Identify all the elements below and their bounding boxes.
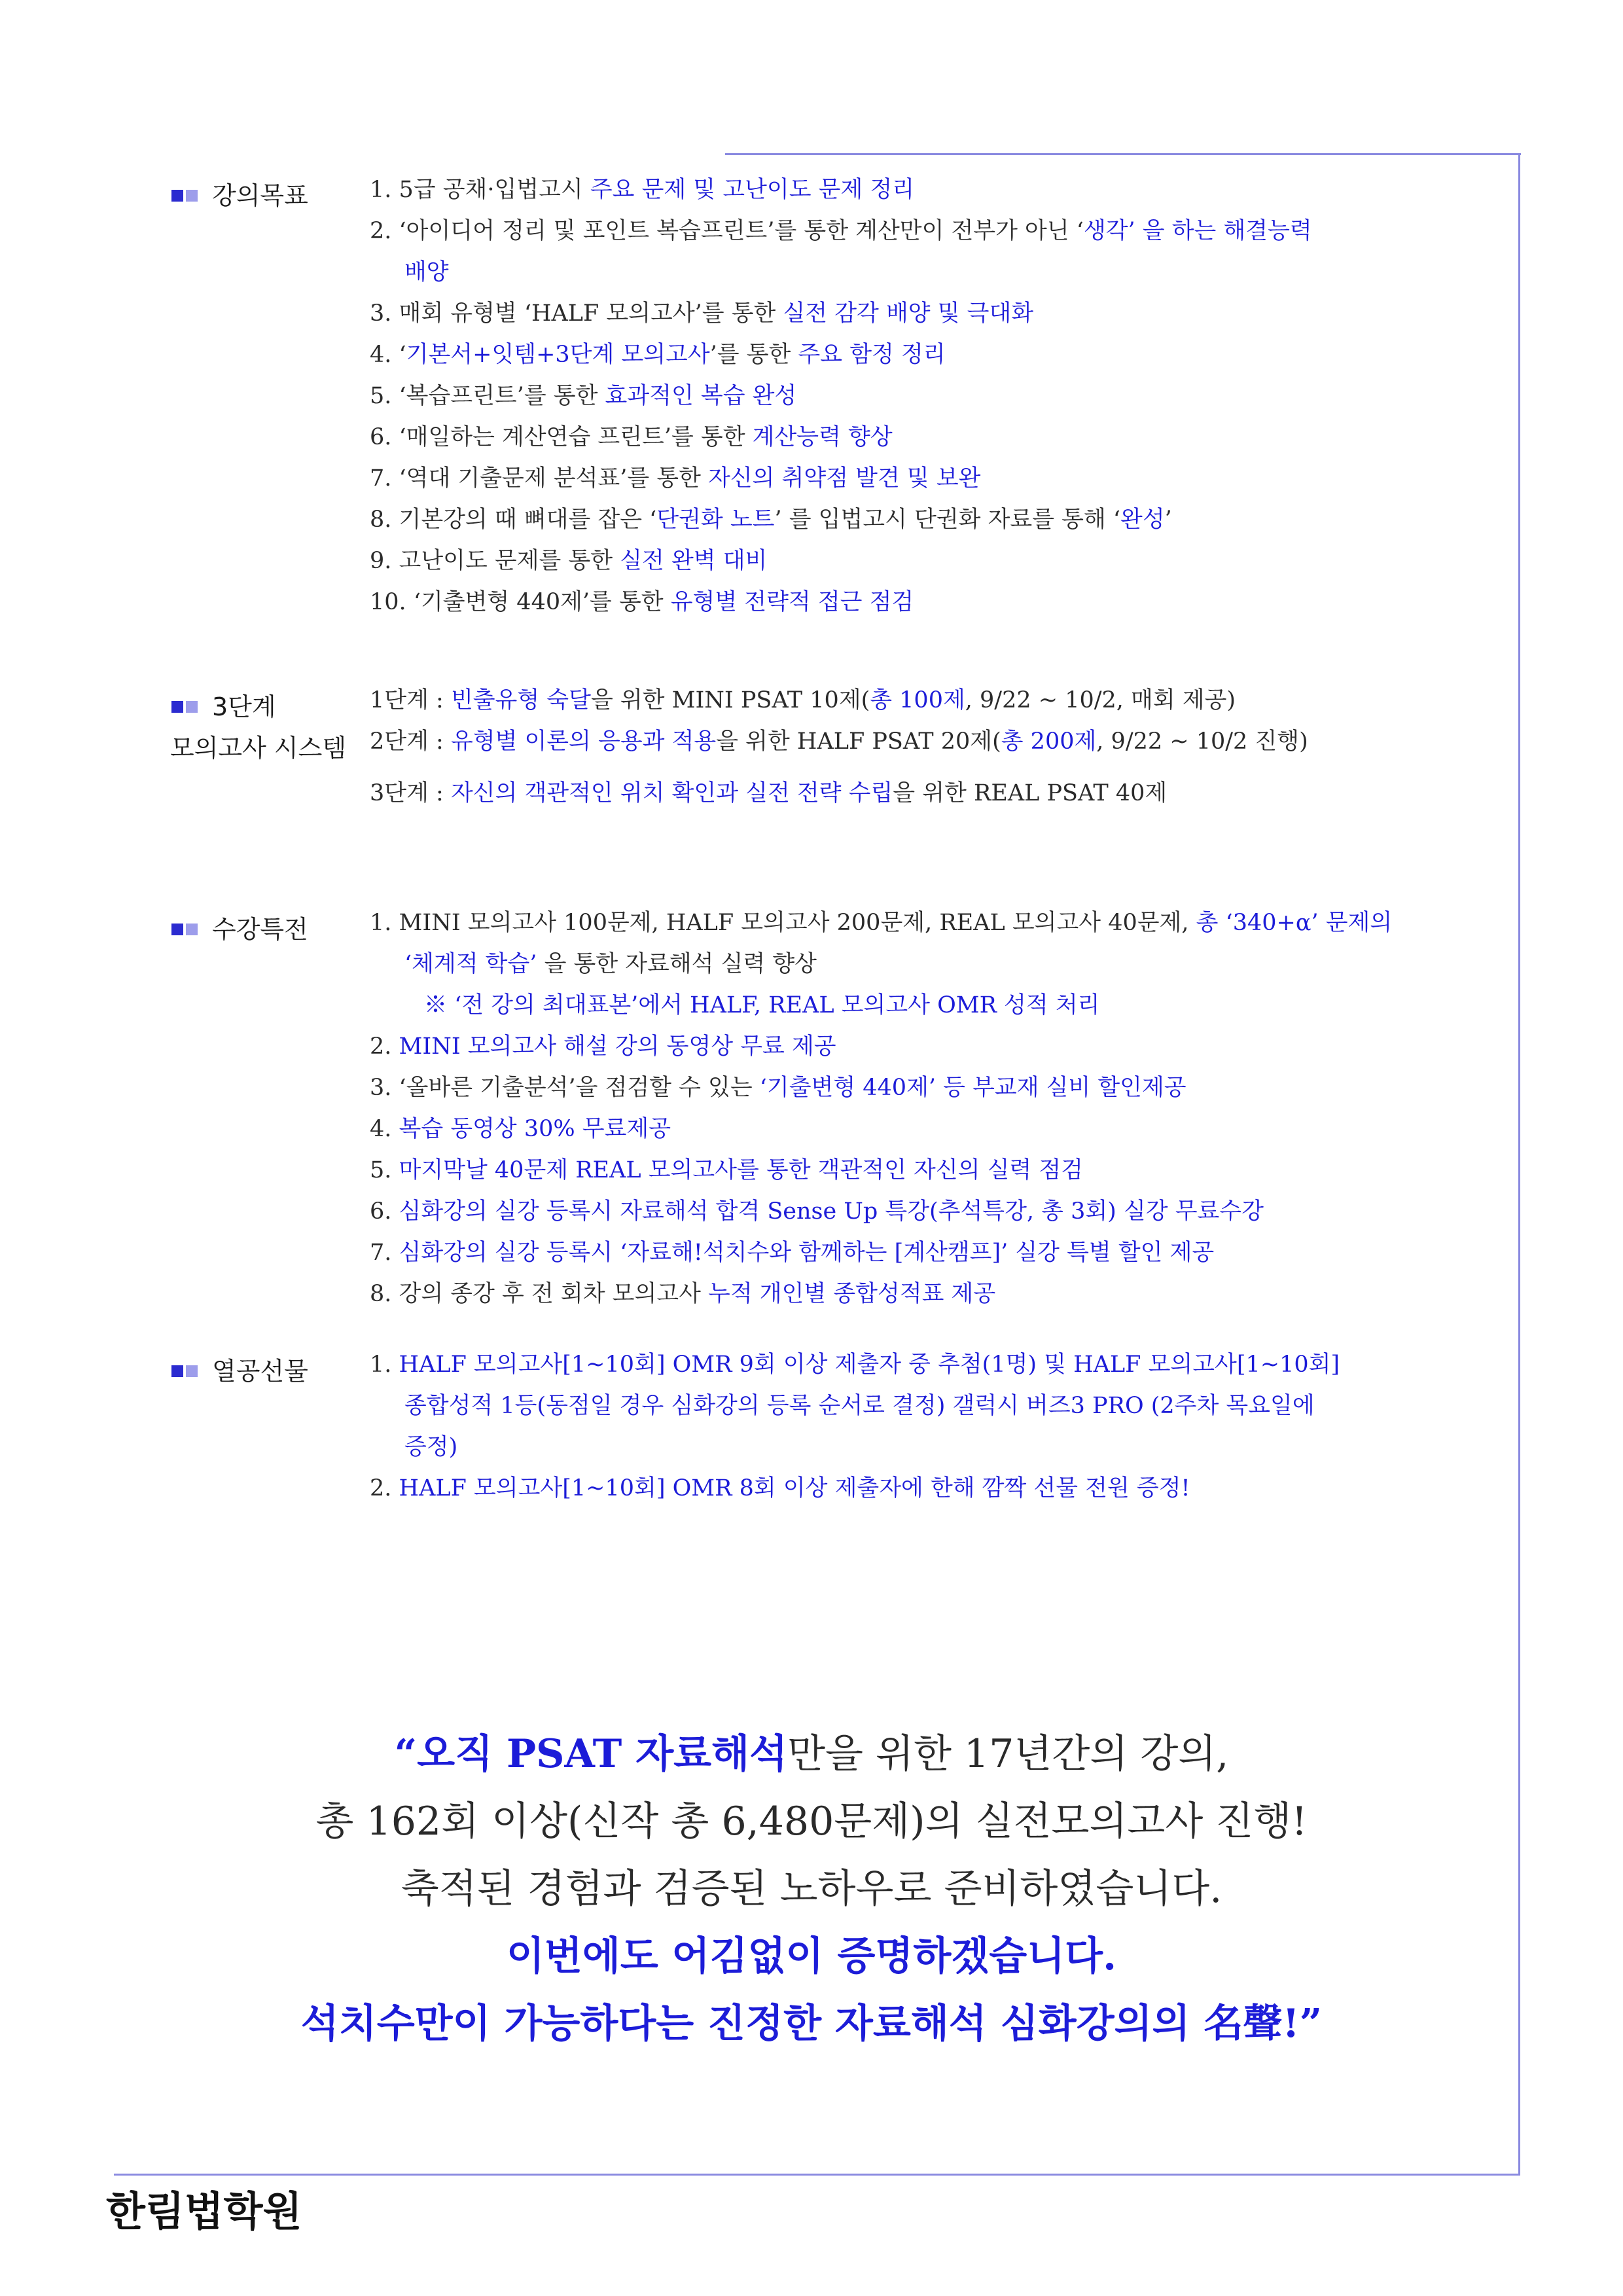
list-item: 4. ‘기본서+잇템+3단계 모의고사’를 통한 주요 함정 정리 [370, 342, 946, 368]
list-item: 6. ‘매일하는 계산연습 프린트’를 통한 계산능력 향상 [370, 424, 893, 450]
quote-line-5: 석치수만이 가능하다는 진정한 자료해석 심화강의의 名聲!” [300, 2001, 1323, 2047]
list-item: 8. 기본강의 때 뼈대를 잡은 ‘단권화 노트’ 를 입법고시 단권화 자료를 통해 ‘완성’ [370, 507, 1172, 533]
list-item: 10. ‘기출변형 440제’를 통한 유형별 전략적 접근 점검 [370, 589, 914, 615]
section-sublabel-system: 모의고사 시스템 [170, 734, 347, 762]
list-item: 5. 마지막날 40문제 REAL 모의고사를 통한 객관적인 자신의 실력 점검 [370, 1157, 1083, 1183]
section-label-benefits: 수강특전 [171, 909, 308, 945]
bullet-square-icon [171, 701, 183, 713]
hanlim-logo [106, 2185, 355, 2237]
list-item: 5. ‘복습프린트’를 통한 효과적인 복습 완성 [370, 383, 797, 409]
list-item: 7. 심화강의 실강 등록시 ‘자료해!석치수와 함께하는 [계산캠프]’ 실강 특별 할인 제공 [370, 1240, 1215, 1266]
list-item-continued: 증정) [404, 1434, 458, 1460]
frame-top-border [725, 153, 1521, 155]
list-item: 6. 심화강의 실강 등록시 자료해석 합격 Sense Up 특강(추석특강, 총 3회) 실강 무료수강 [370, 1198, 1264, 1225]
bullet-square-icon [186, 1365, 198, 1377]
list-item-continued: ‘체계적 학습’ 을 통한 자료해석 실력 향상 [404, 951, 817, 977]
list-item: 3. 매회 유형별 ‘HALF 모의고사’를 통한 실전 감각 배양 및 극대화 [370, 300, 1034, 327]
list-item: 3단계 : 자신의 객관적인 위치 확인과 실전 전략 수립을 위한 REAL PSAT 40제 [370, 780, 1168, 806]
bullet-square-icon [171, 1365, 183, 1377]
section-label-gifts: 열공선물 [171, 1351, 308, 1387]
list-item: 9. 고난이도 문제를 통한 실전 완벽 대비 [370, 548, 768, 574]
bullet-square-icon [186, 924, 198, 935]
section-label-system: 3단계 [171, 687, 276, 723]
list-item-continued: 종합성적 1등(동점일 경우 심화강의 등록 순서로 결정) 갤럭시 버즈3 PRO (2주차 목요일에 [404, 1393, 1315, 1419]
bullet-square-icon [186, 701, 198, 713]
quote-line-2: 총 162회 이상(신작 총 6,480문제)의 실전모의고사 진행! [315, 1799, 1308, 1844]
list-item: 1. HALF 모의고사[1~10회] OMR 9회 이상 제출자 중 추첨(1명) 및 HALF 모의고사[1~10회] [370, 1352, 1340, 1378]
bullet-square-icon [171, 190, 183, 202]
list-item: 8. 강의 종강 후 전 회차 모의고사 누적 개인별 종합성적표 제공 [370, 1281, 996, 1307]
list-item: 2. ‘아이디어 정리 및 포인트 복습프린트’를 통한 계산만이 전부가 아닌 ‘생각’ 을 하는 해결능력 [370, 218, 1312, 244]
frame-bottom-border [114, 2174, 1520, 2176]
list-item: 1단계 : 빈출유형 숙달을 위한 MINI PSAT 10제(총 100제, 9/22 ~ 10/2, 매회 제공) [370, 687, 1236, 713]
bullet-square-icon [186, 190, 198, 202]
list-item: 7. ‘역대 기출문제 분석표’를 통한 자신의 취약점 발견 및 보완 [370, 465, 981, 492]
list-item: 4. 복습 동영상 30% 무료제공 [370, 1116, 671, 1142]
list-item: 2. MINI 모의고사 해설 강의 동영상 무료 제공 [370, 1033, 836, 1060]
list-item-continued: 배양 [404, 259, 449, 285]
quote-line-3: 축적된 경험과 검증된 노하우로 준비하였습니다. [401, 1866, 1222, 1912]
list-item: 2. HALF 모의고사[1~10회] OMR 8회 이상 제출자에 한해 깜짝 선물 전원 증정! [370, 1475, 1190, 1501]
list-item: 1. MINI 모의고사 100문제, HALF 모의고사 200문제, REAL 모의고사 40문제, 총 ‘340+α’ 문제의 [370, 910, 1393, 936]
list-note: ※ ‘전 강의 최대표본’에서 HALF, REAL 모의고사 OMR 성적 처리 [424, 992, 1100, 1018]
quote-line-4: 이번에도 어김없이 증명하겠습니다. [506, 1933, 1117, 1979]
logo-text: 한림법학원 [106, 2187, 302, 2235]
section-label-goals: 강의목표 [171, 175, 308, 211]
list-item: 1. 5급 공채·입법고시 주요 문제 및 고난이도 문제 정리 [370, 177, 915, 203]
quote-line-1: “오직 PSAT 자료해석만을 위한 17년간의 강의, [394, 1731, 1229, 1777]
list-item: 2단계 : 유형별 이론의 응용과 적용을 위한 HALF PSAT 20제(총 200제, 9/22 ~ 10/2 진행) [370, 728, 1308, 755]
bullet-square-icon [171, 924, 183, 935]
list-item: 3. ‘올바른 기출분석’을 점검할 수 있는 ‘기출변형 440제’ 등 부교재 실비 할인제공 [370, 1075, 1186, 1101]
